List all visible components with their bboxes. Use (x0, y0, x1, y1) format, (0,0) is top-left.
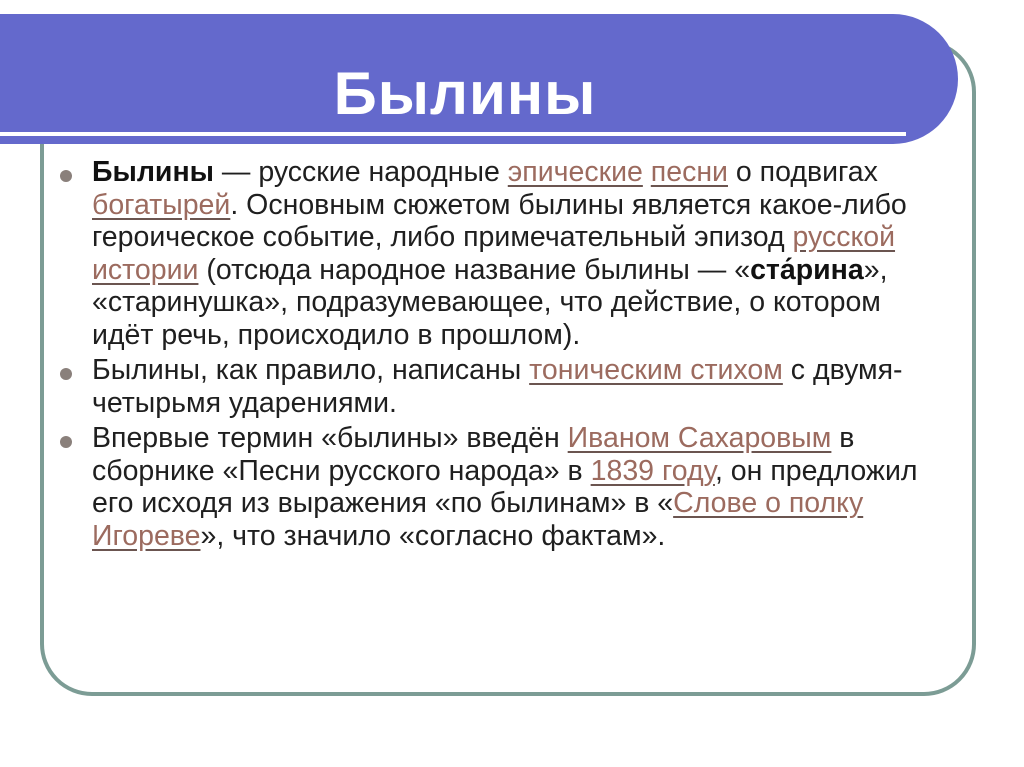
text-span: с двумя-четырьмя ударениями. (92, 354, 903, 419)
bullet-dot-icon (60, 436, 72, 448)
link-slovo-o-polku[interactable]: Слове о полку Игореве (92, 487, 864, 552)
text-span: », «старинушка», подразумевающее, что действие, о котором идёт речь, происходило в прошлом). (92, 253, 888, 351)
title-bar (0, 14, 958, 144)
text-span: Былины, как правило, написаны (92, 354, 530, 386)
bullet-dot-icon (60, 170, 72, 182)
text-span: о подвигах (727, 156, 878, 188)
text-span: (отсюда народное название былины — « (198, 253, 751, 286)
text-span: », что значило «согласно фактам». (200, 519, 666, 552)
bullet-item-1 (56, 156, 936, 351)
link-epic[interactable]: эпические (507, 156, 643, 188)
bullet-dot-icon (60, 368, 72, 380)
bullet-list (56, 156, 936, 555)
slide-title: Былины (333, 60, 597, 127)
text-span: , он предложил его исходя из выражения «по былинам» в « (92, 454, 918, 519)
link-bogatyrs[interactable]: богатырей (92, 188, 231, 221)
term-starina: ста́рина (750, 253, 864, 286)
link-tonic-verse[interactable]: тоническим стихом (529, 354, 783, 386)
text-span: Впервые термин «былины» введён (92, 422, 568, 454)
text-span: — русские народные (214, 156, 508, 188)
link-1839-year[interactable]: 1839 году (590, 454, 715, 487)
link-ivan-sakharov[interactable]: Иваном Сахаровым (567, 422, 832, 454)
link-songs[interactable]: песни (650, 156, 728, 188)
term-bold: Былины (92, 156, 215, 188)
text-span (643, 156, 651, 188)
title-underline (0, 132, 906, 136)
text-span: в сборнике «Песни русского народа» в (92, 422, 855, 487)
text-span: . Основным сюжетом былины является какое-либо героическое событие, либо примечательный эпизод (92, 188, 907, 253)
link-russian-history[interactable]: русской истории (92, 221, 896, 286)
bullet-item-2 (56, 354, 936, 419)
bullet-item-3 (56, 422, 936, 552)
